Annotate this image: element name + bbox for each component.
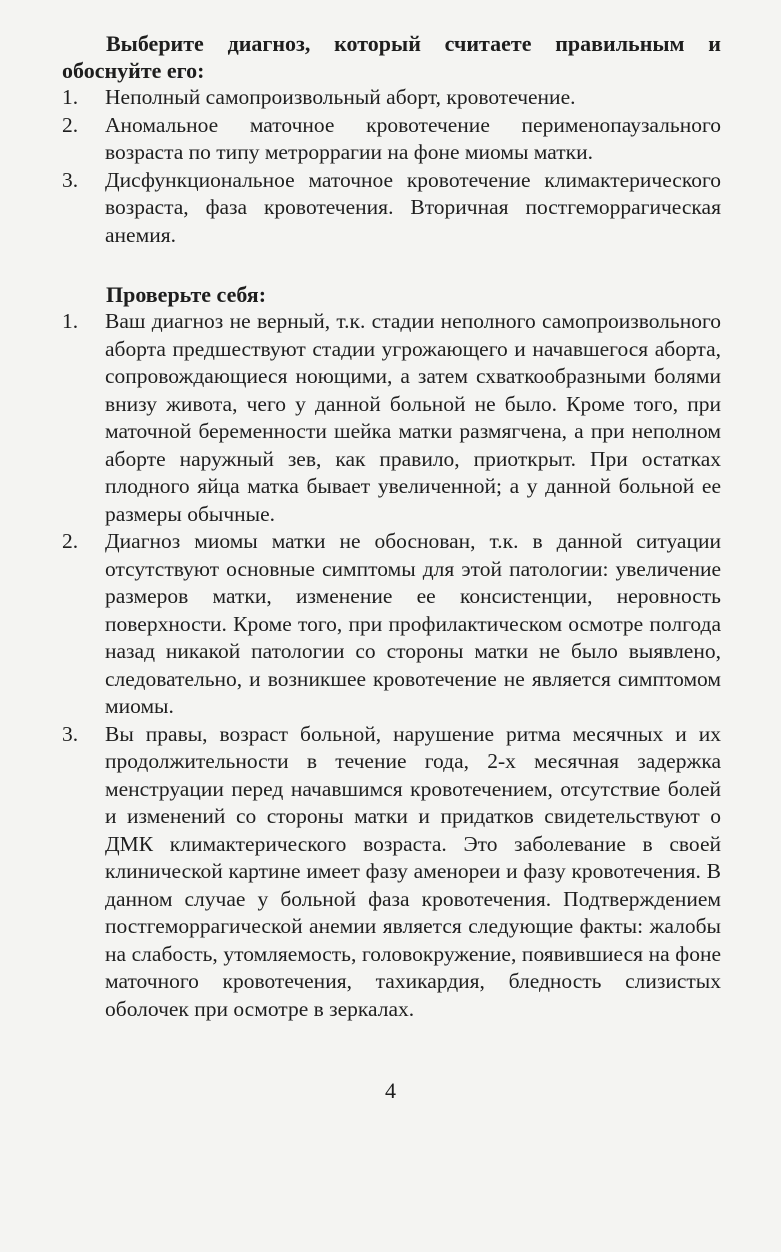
diagnosis-option-3	[62, 167, 721, 250]
list-item-text: Диагноз миомы матки не обоснован, т.к. в данной ситуации отсутствуют основные симптомы для этой патологии: увеличение размеров матки, изменение ее консистенции, неровность поверхности. Кроме того, при профилактическом осмотре полгода назад никакой патологии со стороны матки не было выявлено, следовательно, и возникшее кровотечение не является симптомом миомы.	[105, 529, 721, 718]
list-number: 1.	[62, 85, 79, 109]
list-item-text: Неполный самопроизвольный аборт, кровотечение.	[105, 85, 576, 109]
list-item-text: Дисфункциональное маточное кровотечение климактерического возраста, фаза кровотечения. Вторичная постгеморрагическая анемия.	[105, 167, 721, 247]
explanation-3	[62, 721, 721, 1024]
list-number: 1.	[62, 309, 79, 333]
list-item-text: Ваш диагноз не верный, т.к. стадии неполного самопроизвольного аборта предшествуют стадии угрожающего и начавшегося аборта, сопровождающиеся ноющими, а затем схваткообразными болями внизу живота, чего у данной больной не было. Кроме того, при маточной беременности шейка матки размягчена, а при неполном аборте наружный зев, как правило, приоткрыт. При остатках плодного яйца матка бывает увеличенной; а у данной больной ее размеры обычные.	[105, 309, 721, 526]
check-yourself-heading: Проверьте себя:	[106, 282, 267, 307]
list-item-text: Вы правы, возраст больной, нарушение ритма месячных и их продолжительности в течение года, 2-х месячная задержка менструации перед начавшимся кровотечением, отсутствие болей и изменений со стороны матки и придатков свидетельствуют о ДМК климактерического возраста. Это заболевание в своей клинической картине имеет фазу аменореи и фазу кровотечения. В данном случае у больной фаза кровотечения. Подтверждением постгеморрагической анемии является следующие факты: жалобы на слабость, утомляемость, головокружение, появившиеся на фоне маточного кровотечения, тахикардия, бледность слизистых оболочек при осмотре в зеркалах.	[105, 721, 721, 1021]
explanation-1	[62, 308, 721, 528]
list-number: 3.	[62, 167, 79, 192]
list-item-text: Аномальное маточное кровотечение перименопаузального возраста по типу метроррагии на фоне миомы матки.	[105, 112, 721, 164]
list-number: 2.	[62, 112, 79, 137]
list-number: 3.	[62, 721, 79, 746]
page-number: 4	[385, 1078, 396, 1103]
explanation-2	[62, 528, 721, 721]
explanations-list	[62, 308, 721, 1023]
list-number: 2.	[62, 529, 79, 553]
diagnosis-option-2	[62, 112, 721, 167]
diagnosis-options-list	[62, 84, 721, 249]
diagnosis-option-1	[62, 84, 721, 112]
choose-diagnosis-heading: Выберите диагноз, который считаете правильным и обоснуйте его:	[62, 31, 721, 83]
